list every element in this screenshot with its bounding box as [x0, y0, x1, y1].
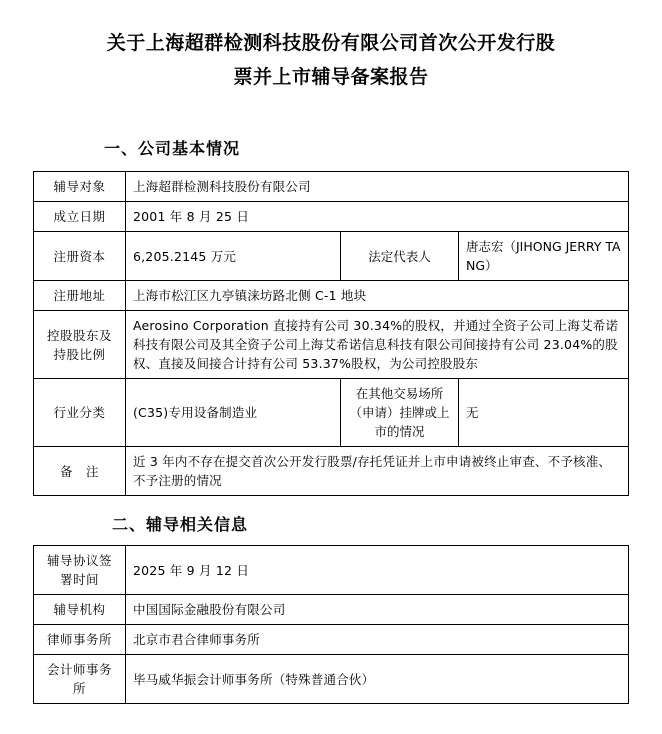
row-value-controlling-shareholder: Aerosino Corporation 直接持有公司 30.34%的股权，并通过全资子公司上海艾希诺科技有限公司及其全资子公司上海艾希诺信息科技有限公司间接持有公司 23.04%的股权、直接及间接合计持有公司 53.37%股权，为公司控股股东: [125, 311, 628, 379]
row-value-registered-address: 上海市松江区九亭镇涞坊路北侧 C-1 地块: [125, 281, 628, 311]
row-label-legal-representative: 法定代表人: [340, 232, 458, 281]
section-heading-guidance: 二、辅导相关信息: [112, 515, 249, 534]
table-row: [33, 281, 628, 311]
table-row: [33, 202, 628, 232]
row-label-establish-date: 成立日期: [33, 202, 125, 232]
guidance-info-table: [33, 545, 629, 704]
row-value-guidance-institution: 中国国际金融股份有限公司: [126, 595, 629, 625]
table-row: [34, 655, 629, 704]
row-label-controlling-shareholder: 控股股东及持股比例: [33, 311, 125, 379]
row-value-industry-class: (C35)专用设备制造业: [125, 379, 340, 447]
row-value-registered-capital: 6,205.2145 万元: [125, 232, 340, 281]
row-value-establish-date: 2001 年 8 月 25 日: [125, 202, 628, 232]
row-value-other-exchange-listing: 无: [458, 379, 628, 447]
page-title: [30, 0, 632, 94]
row-value-guidance-target: 上海超群检测科技股份有限公司: [125, 172, 628, 202]
page-title-line1: 关于上海超群检测科技股份有限公司首次公开发行股: [106, 32, 556, 54]
row-label-agreement-sign-date: 辅导协议签署时间: [34, 546, 126, 595]
row-value-agreement-sign-date: 2025 年 9 月 12 日: [126, 546, 629, 595]
section-heading-company: 一、公司基本情况: [104, 139, 241, 158]
page-title-line2: 票并上市辅导备案报告: [233, 66, 429, 88]
row-value-remark: 近 3 年内不存在提交首次公开发行股票/存托凭证并上市申请被终止审查、不予核准、不予注册的情况: [125, 447, 628, 496]
row-label-remark: 备 注: [33, 447, 125, 496]
row-label-other-exchange-listing: 在其他交易场所（申请）挂牌或上市的情况: [340, 379, 458, 447]
row-label-accounting-firm: 会计师事务所: [34, 655, 126, 704]
row-label-registered-address: 注册地址: [33, 281, 125, 311]
row-value-legal-representative: 唐志宏（JIHONG JERRY TANG）: [458, 232, 628, 281]
table-row: [33, 311, 628, 379]
table-row: [34, 625, 629, 655]
table-row: [34, 546, 629, 595]
row-label-law-firm: 律师事务所: [34, 625, 126, 655]
company-basic-info-table: [33, 171, 629, 496]
row-label-industry-class: 行业分类: [33, 379, 125, 447]
row-label-guidance-target: 辅导对象: [33, 172, 125, 202]
table-row: [33, 172, 628, 202]
table-row: [33, 447, 628, 496]
row-label-guidance-institution: 辅导机构: [34, 595, 126, 625]
row-value-accounting-firm: 毕马威华振会计师事务所（特殊普通合伙）: [126, 655, 629, 704]
table-row: [34, 595, 629, 625]
table-row: [33, 232, 628, 281]
row-value-law-firm: 北京市君合律师事务所: [126, 625, 629, 655]
row-label-registered-capital: 注册资本: [33, 232, 125, 281]
table-row: [33, 379, 628, 447]
